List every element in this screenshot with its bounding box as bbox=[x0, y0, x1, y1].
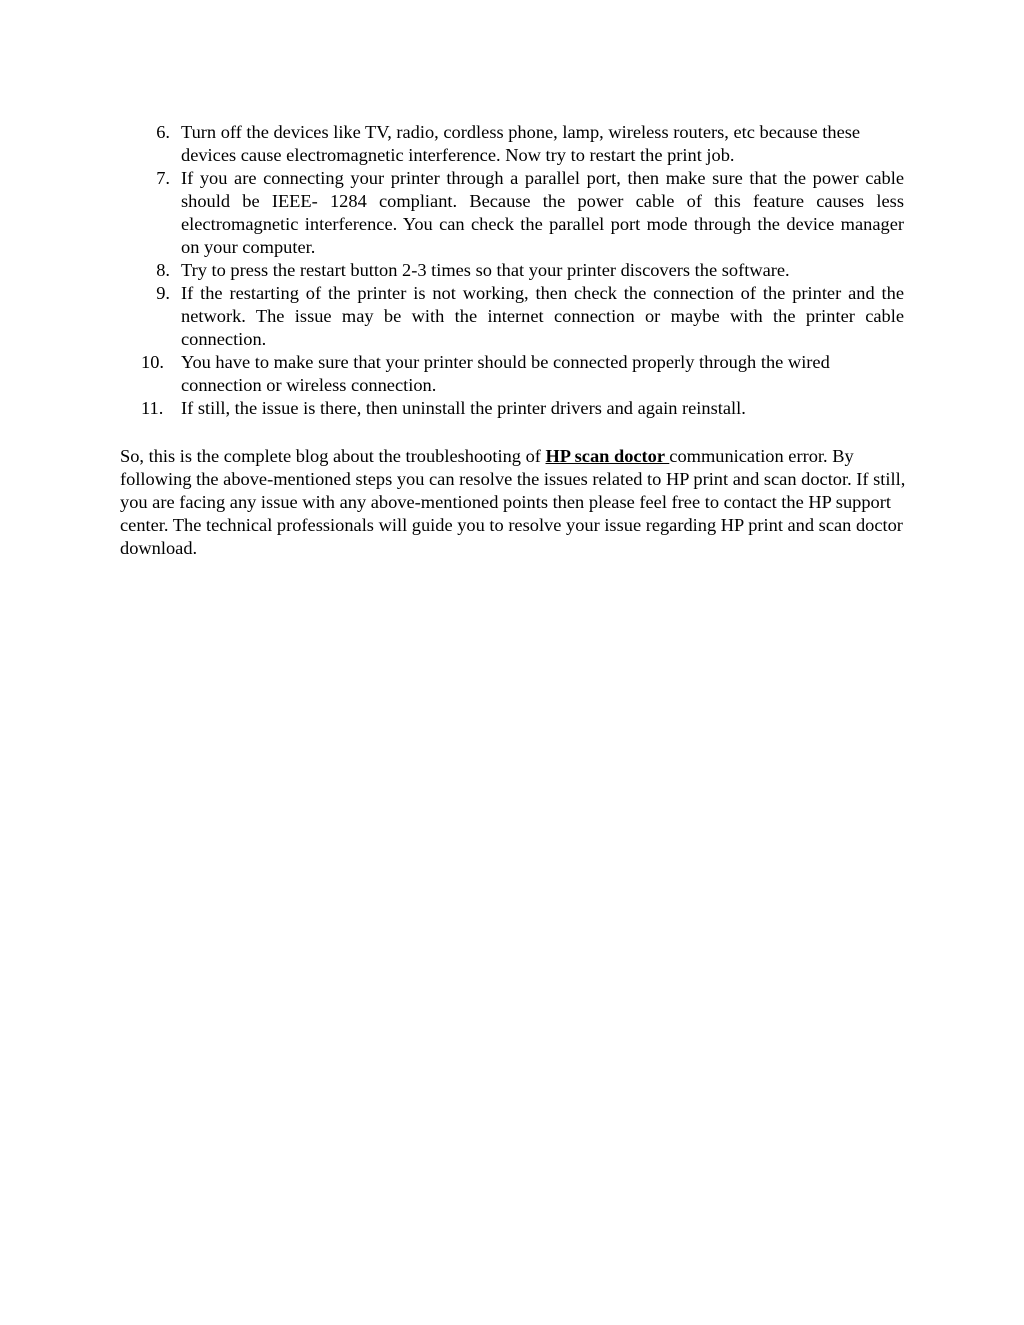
step-text: Turn off the devices like TV, radio, cordless phone, lamp, wireless routers, etc because these devices cause electromagnetic interference. Now try to restart the print job. bbox=[181, 122, 861, 165]
conclusion-text-before-link: So, this is the complete blog about the troubleshooting of bbox=[120, 446, 546, 466]
step-text: If you are connecting your printer through a parallel port, then make sure that the power cable should be IEEE- 1284 compliant. Because the power cable of this feature causes less electromagnetic interference. You can check the parallel port mode through the device manager on your computer. bbox=[181, 168, 904, 257]
conclusion-text-after-link: communication error. By following the above-mentioned steps you can resolve the issues related to HP print and scan doctor. If still, you are facing any issue with any above-mentioned points then please feel free to contact the HP support center. The technical professionals will guide you to resolve your issue regarding HP print and scan doctor download. bbox=[120, 446, 906, 558]
step-text: If the restarting of the printer is not working, then check the connection of the printer and the network. The issue may be with the internet connection or maybe with the printer cable connection. bbox=[181, 283, 904, 349]
step-number: 10. bbox=[141, 352, 164, 372]
step-number: 7. bbox=[156, 168, 170, 188]
list-item-step-9 bbox=[120, 282, 904, 351]
step-number: 8. bbox=[156, 260, 170, 280]
step-text: Try to press the restart button 2-3 times so that your printer discovers the software. bbox=[181, 260, 790, 280]
list-item-step-6 bbox=[120, 121, 904, 167]
list-item-step-11 bbox=[120, 397, 904, 420]
conclusion-paragraph bbox=[120, 445, 910, 560]
hp-scan-doctor-link[interactable]: HP scan doctor bbox=[545, 446, 670, 466]
step-text: You have to make sure that your printer should be connected properly through the wired connection or wireless connection. bbox=[181, 352, 830, 395]
step-number: 9. bbox=[156, 283, 170, 303]
troubleshooting-steps-list bbox=[120, 121, 904, 420]
list-item-step-8 bbox=[120, 259, 904, 282]
list-item-step-10 bbox=[120, 351, 904, 397]
list-item-step-7 bbox=[120, 167, 904, 259]
step-number: 11. bbox=[141, 398, 164, 418]
step-text: If still, the issue is there, then uninstall the printer drivers and again reinstall. bbox=[181, 398, 746, 418]
step-number: 6. bbox=[156, 122, 170, 142]
